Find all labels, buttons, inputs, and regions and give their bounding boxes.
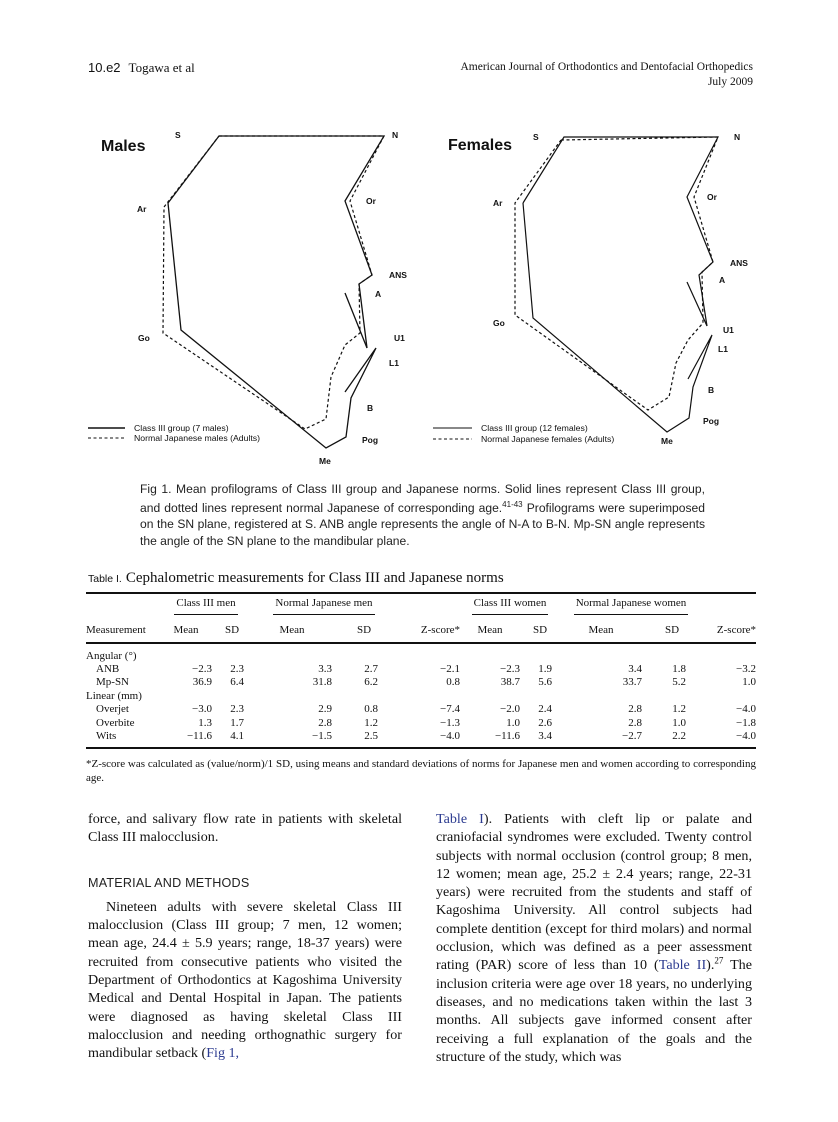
caption-reference: 41-43 <box>502 500 523 510</box>
figure-caption <box>140 481 705 549</box>
table-section-row: Angular (°) <box>86 650 137 662</box>
authors: Togawa et al <box>128 60 195 75</box>
column-header: Z-score* <box>702 618 756 643</box>
svg-text:A: A <box>375 289 382 299</box>
table-caption: Cephalometric measurements for Class III and Japanese norms <box>125 570 504 586</box>
svg-text:S: S <box>175 130 181 140</box>
svg-text:B: B <box>708 385 715 395</box>
legend-solid-label-females: Class III group (12 females) <box>481 423 588 433</box>
svg-text:Ar: Ar <box>137 204 147 214</box>
classiii-profile-females-lower <box>523 203 715 432</box>
svg-text:Go: Go <box>138 333 150 343</box>
svg-text:ANS: ANS <box>730 258 748 268</box>
caption-text-1: Mean profilograms of Class III group and Japanese norms. Solid lines represent Class III group, and dotted lines represent normal Japanese of corresponding age. <box>140 482 705 516</box>
column-header: Mean <box>460 618 520 643</box>
svg-text:L1: L1 <box>718 344 728 354</box>
table-column-header-row <box>86 618 756 643</box>
table-row: ANB −2.3 2.3 3.3 2.7 −2.1 −2.3 1.9 3.4 1.8 −3.2 <box>96 663 756 675</box>
panel-title-males: Males <box>101 138 146 155</box>
group-header: Class III women <box>460 593 560 618</box>
svg-text:N: N <box>734 132 741 142</box>
classiii-profile-females-upper <box>523 137 718 326</box>
group-header: Normal Japanese women <box>560 593 702 618</box>
body-column-right: Table I). Patients with cleft lip or palate and craniofacial syndromes were excluded. Twenty control subjects with normal occlusion (control group; 8 men, 12 women; mean age, 25.2 ± 2.4 years; range, 22-31 years) were recruited from the students and staff of Kagoshima University. All control subjects had complete dentition (except for third molars) and normal occlusion, which was defined as a peer assessment rating (PAR) score of less than 10 (Table II).$^{27}$ The inclusion criteria were age over 18 years, no underlying diseases, and no medications taken within the last 3 months. All subjects gave informed consent after receiving a full explanation of the goals and the structure of the study, which was <box>436 811 752 1065</box>
panel-title-females: Females <box>448 137 513 154</box>
methods-paragraph: Nineteen adults with severe skeletal Class III malocclusion (Class III group; 7 men, 12 women; mean age, 24.4 ± 5.9 years; range, 18-37 years) were recruited from consecutive patients who visited the Department of Orthodontics at Kagoshima University Medical and Dental Hospital in Japan. The patients were diagnosed as having skeletal Class III malocclusion and needing orthognathic surgery for mandibular setback (Fig 1, <box>88 898 402 1062</box>
females-panel <box>433 132 748 446</box>
column-header: Mean <box>160 618 212 643</box>
section-heading: MATERIAL AND METHODS <box>88 875 250 890</box>
group-header: Class III men <box>160 593 252 618</box>
svg-text:Ar: Ar <box>493 198 503 208</box>
svg-text:Me: Me <box>319 456 331 466</box>
legend-solid-label-males: Class III group (7 males) <box>134 423 229 433</box>
svg-text:Or: Or <box>707 192 717 202</box>
table-row: Overjet −3.0 2.3 2.9 0.8 −7.4 −2.0 2.4 2.8 1.2 −4.0 <box>96 703 756 716</box>
svg-text:B: B <box>367 403 374 413</box>
norm-profile-males <box>163 136 384 429</box>
svg-text:Or: Or <box>366 196 376 206</box>
classiii-profile-males-lower <box>168 203 379 448</box>
column-header: SD <box>212 618 252 643</box>
column-header: Measurement <box>86 618 160 643</box>
legend-dashed-label-females: Normal Japanese females (Adults) <box>481 434 615 444</box>
column-header: SD <box>332 618 396 643</box>
classiii-profile-males-upper <box>168 136 384 348</box>
column-header: SD <box>642 618 702 643</box>
table-label: Table I. <box>88 573 122 585</box>
table-title <box>88 570 504 587</box>
svg-text:L1: L1 <box>389 358 399 368</box>
reference-27[interactable]: 27 <box>714 955 724 966</box>
table-row: Mp-SN 36.9 6.4 31.8 6.2 0.8 38.7 5.6 33.7 5.2 1.0 <box>96 676 756 689</box>
column-header: Z-score* <box>396 618 460 643</box>
table-row: Overbite 1.3 1.7 2.8 1.2 −1.3 1.0 2.6 2.8 1.0 −1.8 <box>96 716 756 729</box>
table-group-header-row <box>86 593 756 618</box>
table-footnote: *Z-score was calculated as (value/norm)/1 SD, using means and standard deviations of norms for Japanese men and women according to corresponding age. <box>86 758 756 784</box>
svg-text:U1: U1 <box>394 333 405 343</box>
norm-profile-females <box>515 137 718 410</box>
issue-date: July 2009 <box>707 76 753 88</box>
figure-profilograms <box>0 0 838 480</box>
intro-text: force, and salivary flow rate in patients with skeletal Class III malocclusion. <box>88 811 402 846</box>
column-header: SD <box>520 618 560 643</box>
svg-text:Go: Go <box>493 318 505 328</box>
table-row: Wits −11.6 4.1 −1.5 2.5 −4.0 −11.6 3.4 −2.7 2.2 −4.0 <box>96 729 756 742</box>
males-panel <box>88 130 407 466</box>
svg-text:Me: Me <box>661 436 673 446</box>
cephalometric-table <box>86 592 756 749</box>
group-header: Normal Japanese men <box>252 593 396 618</box>
table2-link[interactable]: Table II <box>658 957 707 974</box>
table-section-row: Linear (mm) <box>86 690 142 703</box>
page-number: 10.e2 <box>88 60 121 75</box>
svg-text:N: N <box>392 130 399 140</box>
svg-text:A: A <box>719 275 726 285</box>
caption-text-2: Profilograms were superimposed on the SN plane, registered at S. ANB angle represents the angle of N-A to B-N. Mp-SN angle represents the angle of the SN plane to the mandibular plane. <box>140 501 705 548</box>
svg-text:ANS: ANS <box>389 270 407 280</box>
svg-text:Pog: Pog <box>362 435 379 445</box>
svg-text:S: S <box>533 132 539 142</box>
table1-link[interactable]: Table I <box>436 811 484 827</box>
journal-name: American Journal of Orthodontics and Dentofacial Orthopedics <box>460 61 753 73</box>
caption-label: Fig 1. <box>140 482 172 496</box>
column-header: Mean <box>560 618 642 643</box>
column-header: Mean <box>252 618 332 643</box>
svg-text:Pog: Pog <box>703 416 720 426</box>
legend-dashed-label-males: Normal Japanese males (Adults) <box>134 433 261 443</box>
body-column-left <box>88 810 402 1063</box>
svg-text:U1: U1 <box>723 325 734 335</box>
fig1-link[interactable]: Fig 1, <box>206 1045 240 1062</box>
